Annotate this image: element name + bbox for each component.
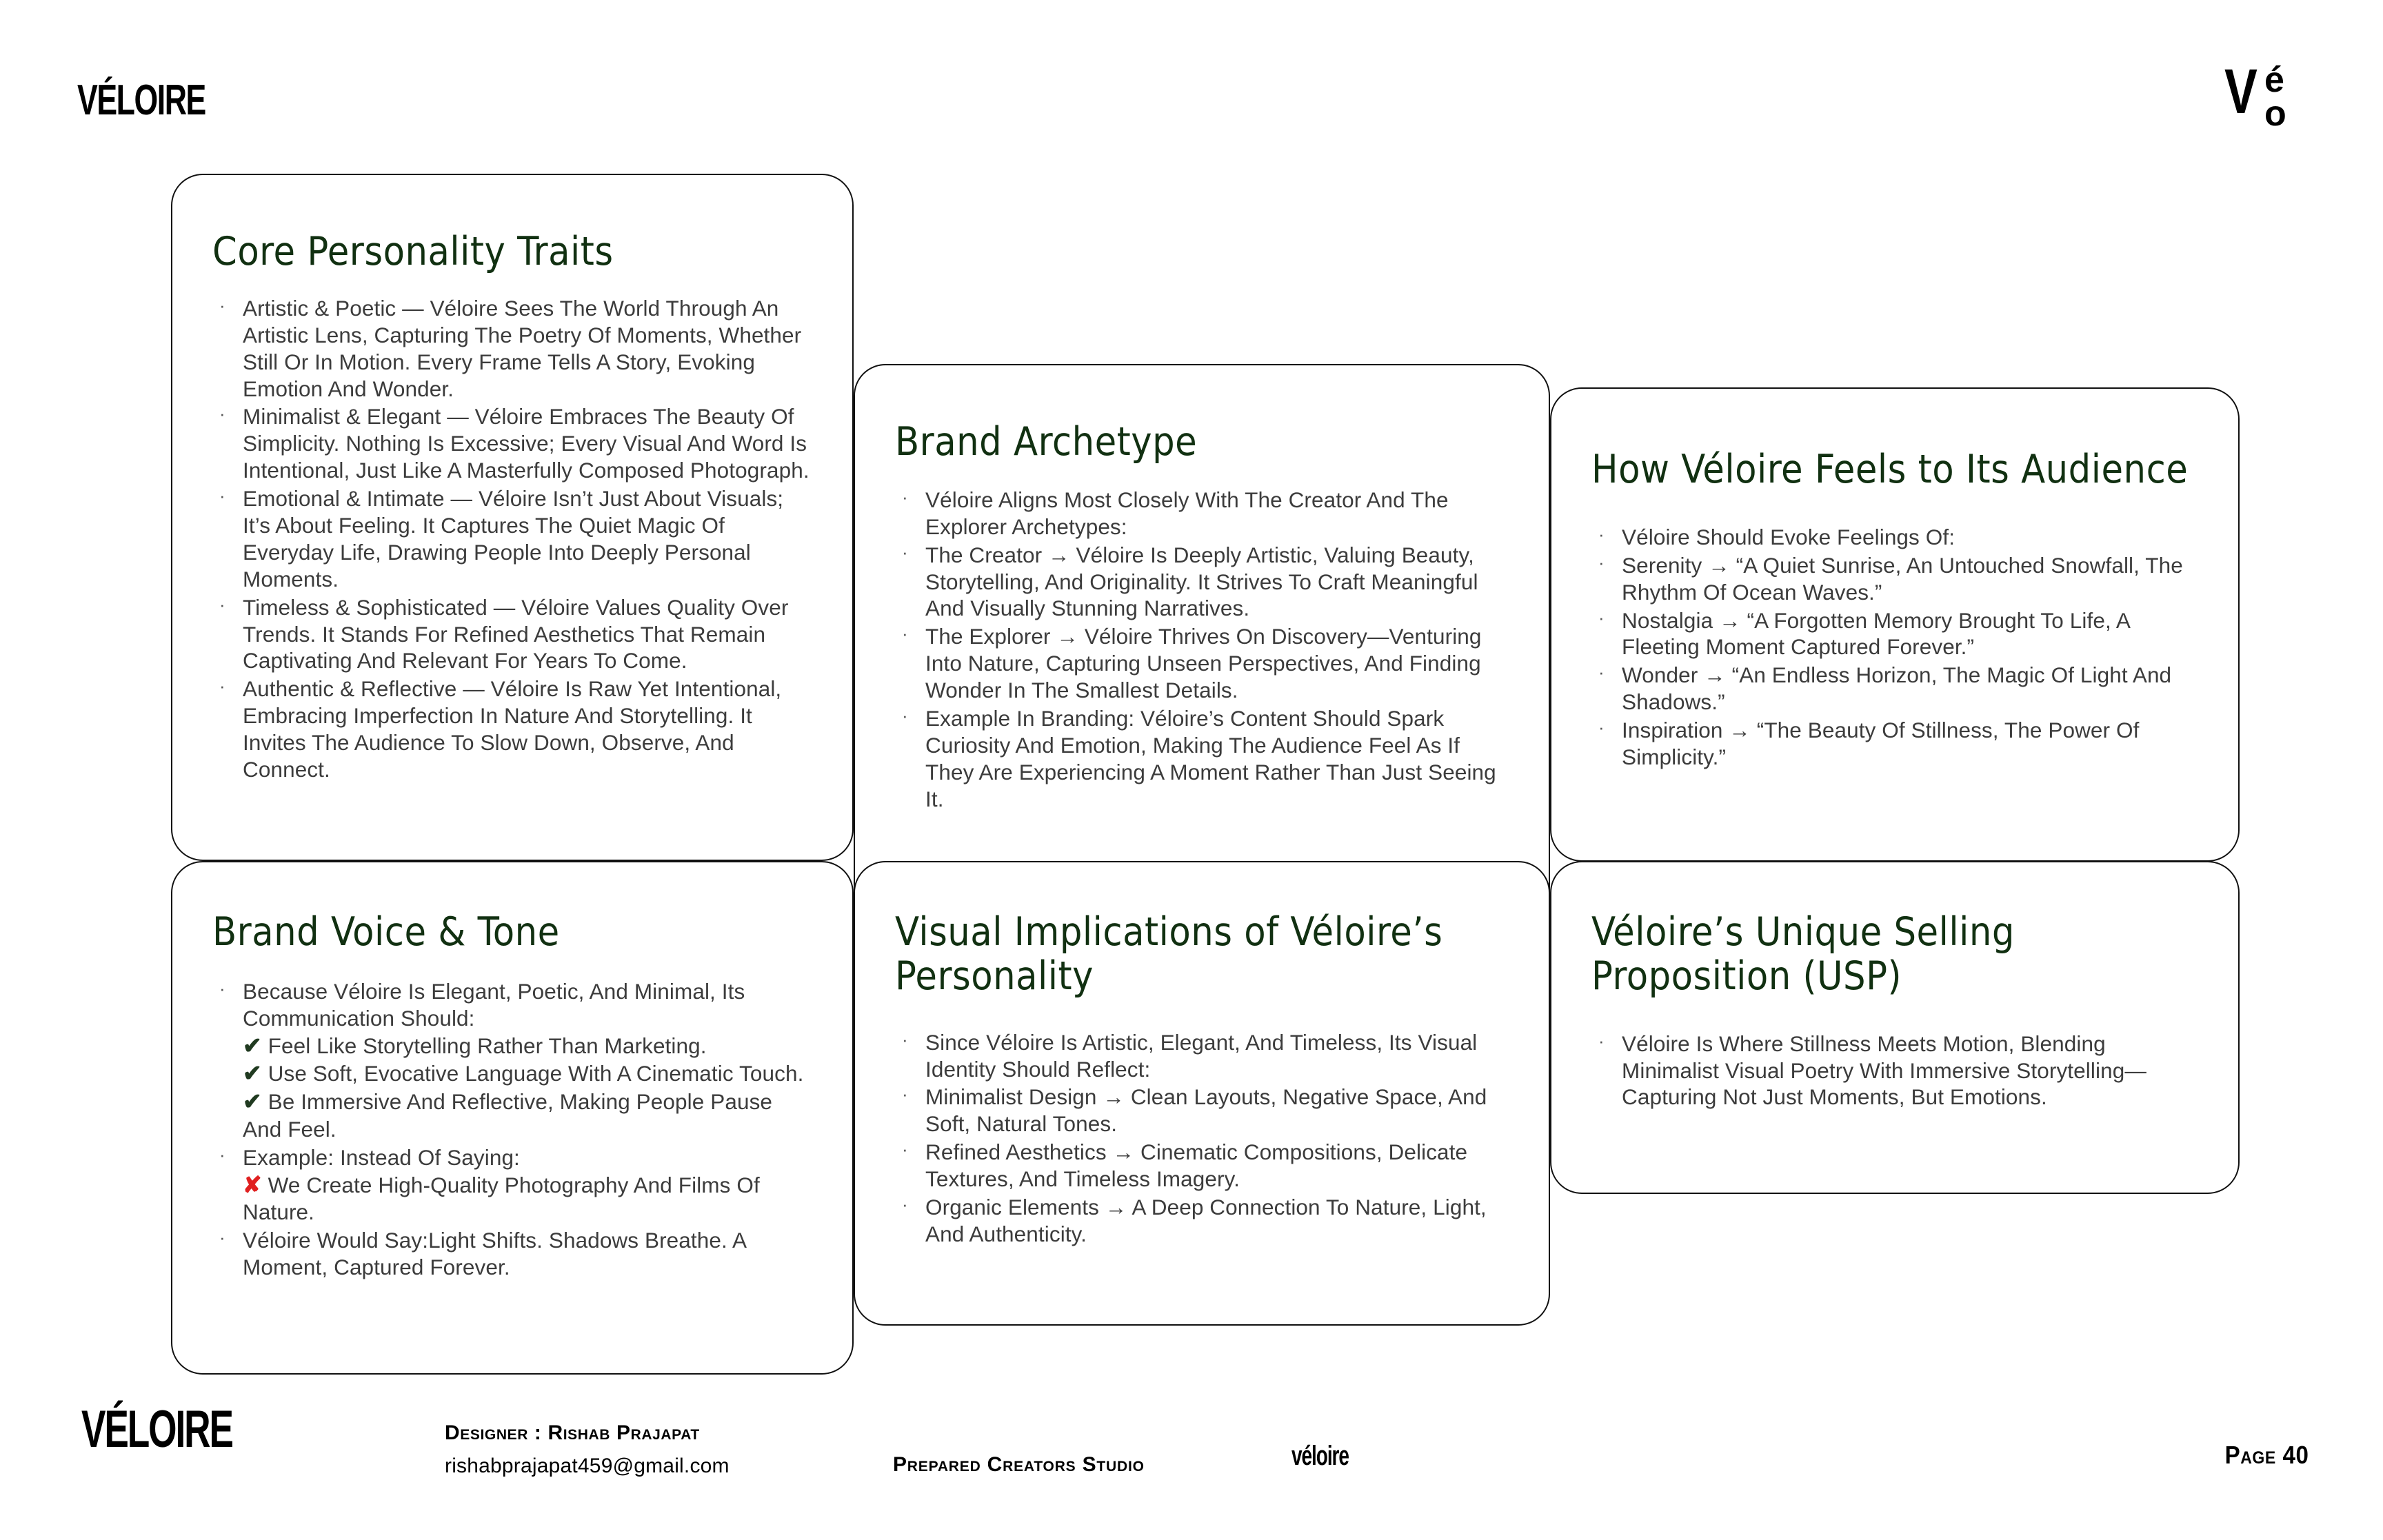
bullet-text: Nostalgia → “A Forgotten Memory Brought To Life, A Fleeting Moment Captured Forever.” bbox=[1622, 607, 2130, 660]
bullet-text: Timeless & Sophisticated — Véloire Values Quality Over Trends. It Stands For Refined Aesthetics That Remain Captivating And Relevant For Years To Come. bbox=[243, 594, 789, 673]
bullet-text: Véloire Should Evoke Feelings Of: bbox=[1622, 524, 1955, 549]
footer-logo: VÉLOIRE bbox=[81, 1400, 232, 1459]
list-item bbox=[212, 594, 812, 675]
bullet-dot-icon: · bbox=[219, 403, 225, 425]
list-item bbox=[212, 403, 812, 484]
footer-email[interactable]: rishabprajapat459@gmail.com bbox=[445, 1455, 730, 1477]
bullet-dot-icon: · bbox=[219, 977, 225, 999]
list-item bbox=[212, 1227, 812, 1281]
bullet-text: Since Véloire Is Artistic, Elegant, And Timeless, Its Visual Identity Should Reflect: bbox=[925, 1029, 1478, 1082]
bullet-text: Artistic & Poetic — Véloire Sees The World Through An Artistic Lens, Capturing The Poetry Of Moments, Whether Still Or In Motion. Every Frame Tells A Story, Evoking Emotion And Wonder. bbox=[243, 295, 802, 401]
card-visual-implications bbox=[854, 861, 1550, 1326]
bullet-dot-icon: · bbox=[219, 676, 225, 697]
bullet-dot-icon: · bbox=[1598, 1030, 1605, 1051]
bullet-dot-icon: · bbox=[902, 1139, 908, 1160]
monogram-eo-stack: é o bbox=[2264, 60, 2286, 134]
bullet-list bbox=[895, 487, 1509, 813]
sub-line-text: Use Soft, Evocative Language With A Cinematic Touch. bbox=[268, 1061, 804, 1086]
sub-line bbox=[243, 1171, 812, 1226]
bullet-dot-icon: · bbox=[902, 541, 908, 563]
bullet-text: Refined Aesthetics → Cinematic Compositions, Delicate Textures, And Timeless Imagery. bbox=[925, 1139, 1468, 1192]
bullet-text: Véloire Aligns Most Closely With The Creator And The Explorer Archetypes: bbox=[925, 487, 1449, 539]
bullet-dot-icon: · bbox=[1598, 662, 1605, 683]
bullet-dot-icon: · bbox=[902, 1029, 908, 1050]
list-item bbox=[212, 485, 812, 593]
list-item bbox=[1591, 607, 2198, 661]
card-unique-selling-proposition bbox=[1550, 861, 2240, 1194]
header-logo: VÉLOIRE bbox=[77, 77, 205, 124]
bullet-list bbox=[1591, 524, 2198, 771]
list-item bbox=[1591, 1031, 2198, 1111]
check-icon: ✔ bbox=[243, 1088, 262, 1115]
bullet-text: Minimalist Design → Clean Layouts, Negative Space, And Soft, Natural Tones. bbox=[925, 1084, 1487, 1137]
list-item bbox=[895, 487, 1509, 540]
bullet-dot-icon: · bbox=[1598, 523, 1605, 545]
bullet-text: The Creator → Véloire Is Deeply Artistic, Valuing Beauty, Storytelling, And Originality. It Strives To Craft Meaningful And Visually Stunning Narratives. bbox=[925, 542, 1478, 621]
monogram-v-letter: V bbox=[2224, 57, 2258, 127]
cross-icon: ✘ bbox=[243, 1171, 262, 1197]
bullet-text: Véloire Would Say:Light Shifts. Shadows Breathe. A Moment, Captured Forever. bbox=[243, 1228, 746, 1280]
card-brand-voice-tone bbox=[171, 861, 854, 1375]
list-item bbox=[895, 1029, 1509, 1083]
sub-line bbox=[243, 1088, 812, 1143]
bullet-list bbox=[212, 295, 812, 783]
sub-line-text: We Create High-Quality Photography And Films Of Nature. bbox=[243, 1172, 760, 1225]
bullet-dot-icon: · bbox=[219, 485, 225, 507]
card-title: How Véloire Feels to Its Audience bbox=[1591, 447, 2189, 492]
card-title: Brand Archetype bbox=[895, 419, 1198, 465]
bullet-text: Example In Branding: Véloire’s Content Should Spark Curiosity And Emotion, Making The Audience Feel As If They Are Experiencing A Moment Rather Than Just Seeing It. bbox=[925, 705, 1496, 811]
footer-studio-label: Prepared Creators Studio bbox=[893, 1453, 1145, 1476]
card-how-veloire-feels bbox=[1550, 387, 2240, 862]
list-item bbox=[212, 978, 812, 1143]
list-item bbox=[895, 542, 1509, 622]
list-item bbox=[895, 623, 1509, 704]
card-title: Brand Voice & Tone bbox=[212, 909, 560, 955]
card-core-personality-traits bbox=[171, 174, 854, 861]
card-title: Véloire’s Unique Selling Proposition (USP) bbox=[1591, 909, 2015, 999]
bullet-dot-icon: · bbox=[1598, 717, 1605, 738]
footer-mini-logo: véloire bbox=[1291, 1441, 1349, 1471]
list-item bbox=[1591, 662, 2198, 716]
list-item bbox=[895, 1139, 1509, 1193]
bullet-text: Organic Elements → A Deep Connection To Nature, Light, And Authenticity. bbox=[925, 1195, 1487, 1246]
bullet-text: Because Véloire Is Elegant, Poetic, And Minimal, Its Communication Should: bbox=[243, 978, 745, 1031]
bullet-text: Wonder → “An Endless Horizon, The Magic Of Light And Shadows.” bbox=[1622, 662, 2172, 715]
bullet-text: Véloire Is Where Stillness Meets Motion, Blending Minimalist Visual Poetry With Immersive Storytelling—Capturing Not Just Moments, But Emotions. bbox=[1622, 1031, 2146, 1110]
list-item bbox=[212, 295, 812, 403]
list-item bbox=[212, 1144, 812, 1226]
bullet-text: Emotional & Intimate — Véloire Isn’t Just About Visuals; It’s About Feeling. It Captures The Quiet Magic Of Everyday Life, Drawing People Into Deeply Personal Moments. bbox=[243, 486, 784, 591]
bullet-text: Serenity → “A Quiet Sunrise, An Untouched Snowfall, The Rhythm Of Ocean Waves.” bbox=[1622, 552, 2183, 605]
list-item bbox=[1591, 524, 2198, 551]
sub-line bbox=[243, 1060, 812, 1088]
footer-designer-label: Designer : Rishab Prajapat bbox=[445, 1421, 700, 1444]
bullet-dot-icon: · bbox=[219, 1227, 225, 1248]
bullet-list bbox=[212, 978, 812, 1281]
bullet-text: The Explorer → Véloire Thrives On Discovery—Venturing Into Nature, Capturing Unseen Perspectives, And Finding Wonder In The Smallest Details. bbox=[925, 624, 1482, 703]
header-monogram bbox=[2224, 59, 2307, 135]
bullet-dot-icon: · bbox=[902, 486, 908, 507]
footer-page-number: Page 40 bbox=[2224, 1441, 2309, 1469]
bullet-dot-icon: · bbox=[1598, 551, 1605, 573]
bullet-dot-icon: · bbox=[219, 294, 225, 316]
bullet-list bbox=[1591, 1031, 2198, 1111]
list-item bbox=[1591, 552, 2198, 606]
check-icon: ✔ bbox=[243, 1060, 262, 1086]
list-item bbox=[1591, 717, 2198, 771]
bullet-dot-icon: · bbox=[902, 705, 908, 726]
sub-line-text: Be Immersive And Reflective, Making People Pause And Feel. bbox=[243, 1089, 773, 1142]
bullet-text: Inspiration → “The Beauty Of Stillness, The Power Of Simplicity.” bbox=[1622, 718, 2140, 769]
card-title: Visual Implications of Véloire’s Personality bbox=[895, 909, 1443, 999]
bullet-text: Authentic & Reflective — Véloire Is Raw Yet Intentional, Embracing Imperfection In Nature And Storytelling. It Invites The Audience To Slow Down, Observe, And Connect. bbox=[243, 676, 782, 782]
sub-line-text: Feel Like Storytelling Rather Than Marketing. bbox=[268, 1033, 707, 1058]
sub-line bbox=[243, 1032, 812, 1060]
bullet-dot-icon: · bbox=[1598, 607, 1605, 628]
bullet-list bbox=[895, 1029, 1509, 1248]
card-title: Core Personality Traits bbox=[212, 229, 614, 274]
bullet-dot-icon: · bbox=[902, 623, 908, 645]
list-item bbox=[895, 1194, 1509, 1248]
bullet-dot-icon: · bbox=[219, 1144, 225, 1165]
list-item bbox=[895, 1084, 1509, 1137]
check-icon: ✔ bbox=[243, 1032, 262, 1058]
bullet-dot-icon: · bbox=[219, 594, 225, 615]
bullet-dot-icon: · bbox=[902, 1084, 908, 1105]
bullet-text: Minimalist & Elegant — Véloire Embraces The Beauty Of Simplicity. Nothing Is Excessive; Every Visual And Word Is Intentional, Just Like A Masterfully Composed Photograph. bbox=[243, 404, 810, 483]
bullet-text: Example: Instead Of Saying: bbox=[243, 1144, 520, 1170]
bullet-dot-icon: · bbox=[902, 1194, 908, 1215]
list-item bbox=[212, 676, 812, 783]
list-item bbox=[895, 705, 1509, 813]
